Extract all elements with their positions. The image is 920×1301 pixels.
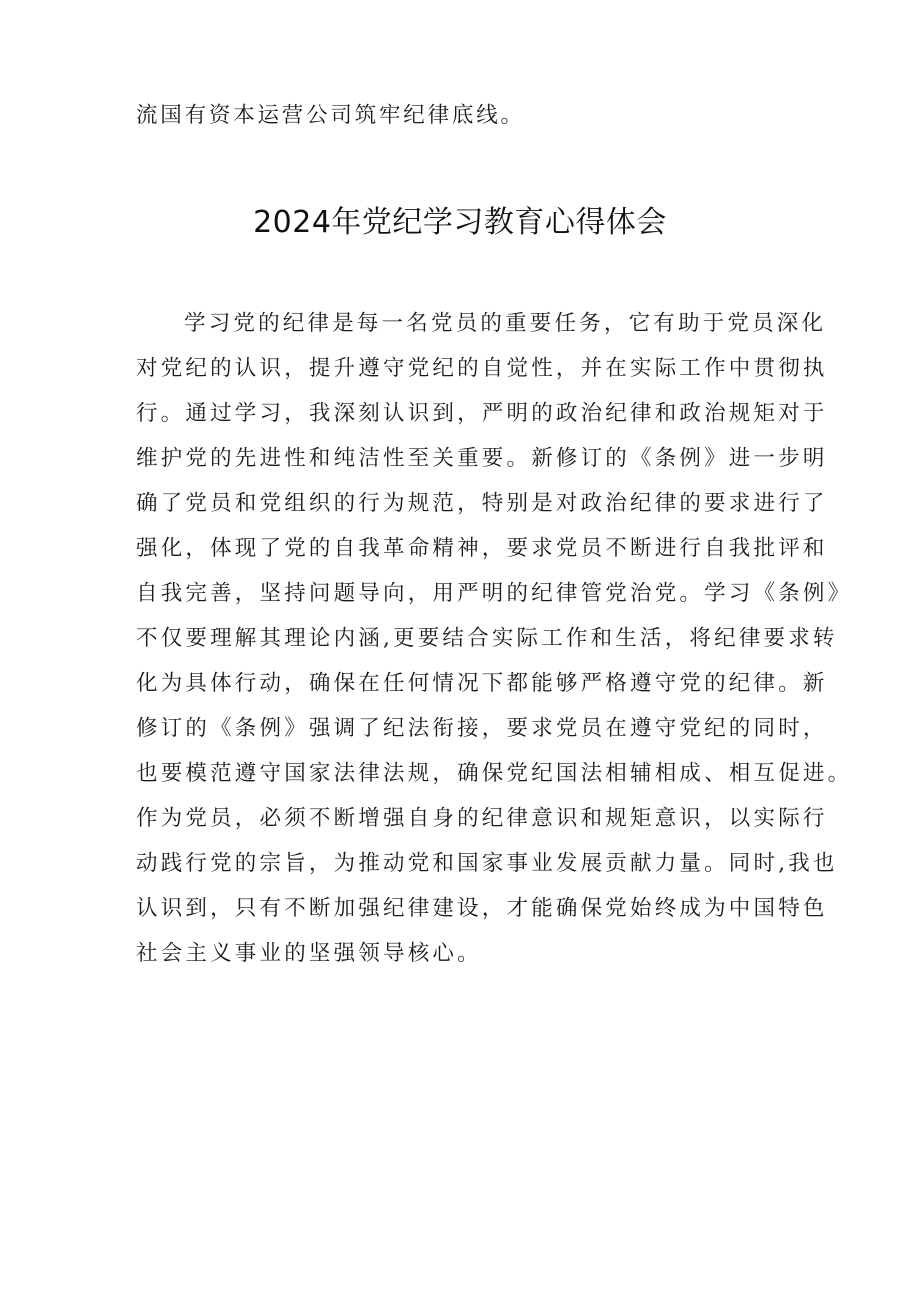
body-line: 维护党的先进性和纯洁性至关重要。新修订的《条例》进一步明: [136, 446, 828, 471]
body-line: 动践行党的宗旨，为推动党和国家事业发展贡献力量。同时,我也: [136, 851, 838, 876]
body-line: 化为具体行动，确保在任何情况下都能够严格遵守党的纪律。新: [136, 671, 828, 696]
body-line: 自我完善，坚持问题导向，用严明的纪律管党治党。学习《条例》: [136, 581, 853, 606]
body-line: 也要模范遵守国家法律法规，确保党纪国法相辅相成、相互促进。: [136, 761, 853, 786]
body-line: 认识到，只有不断加强纪律建设，才能确保党始终成为中国特色: [136, 896, 828, 921]
body-line: 行。通过学习，我深刻认识到，严明的政治纪律和政治规矩对于: [136, 401, 828, 426]
body-line: 不仅要理解其理论内涵,更要结合实际工作和生活，将纪律要求转: [136, 626, 838, 651]
body-line: 学习党的纪律是每一名党员的重要任务，它有助于党员深化: [184, 311, 827, 336]
body-line: 社会主义事业的坚强领导核心。: [136, 941, 482, 966]
body-line: 修订的《条例》强调了纪法衔接，要求党员在遵守党纪的同时，: [136, 716, 828, 741]
body-line: 对党纪的认识，提升遵守党纪的自觉性，并在实际工作中贯彻执: [136, 356, 828, 381]
body-line: 强化，体现了党的自我革命精神，要求党员不断进行自我批评和: [136, 536, 828, 561]
body-line: 确了党员和党组织的行为规范，特别是对政治纪律的要求进行了: [136, 491, 828, 516]
body-line: 作为党员，必须不断增强自身的纪律意识和规矩意识，以实际行: [136, 806, 828, 831]
page-title: 2024年党纪学习教育心得体会: [253, 205, 667, 240]
previous-section-tail: 流国有资本运营公司筑牢纪律底线。: [136, 103, 525, 128]
